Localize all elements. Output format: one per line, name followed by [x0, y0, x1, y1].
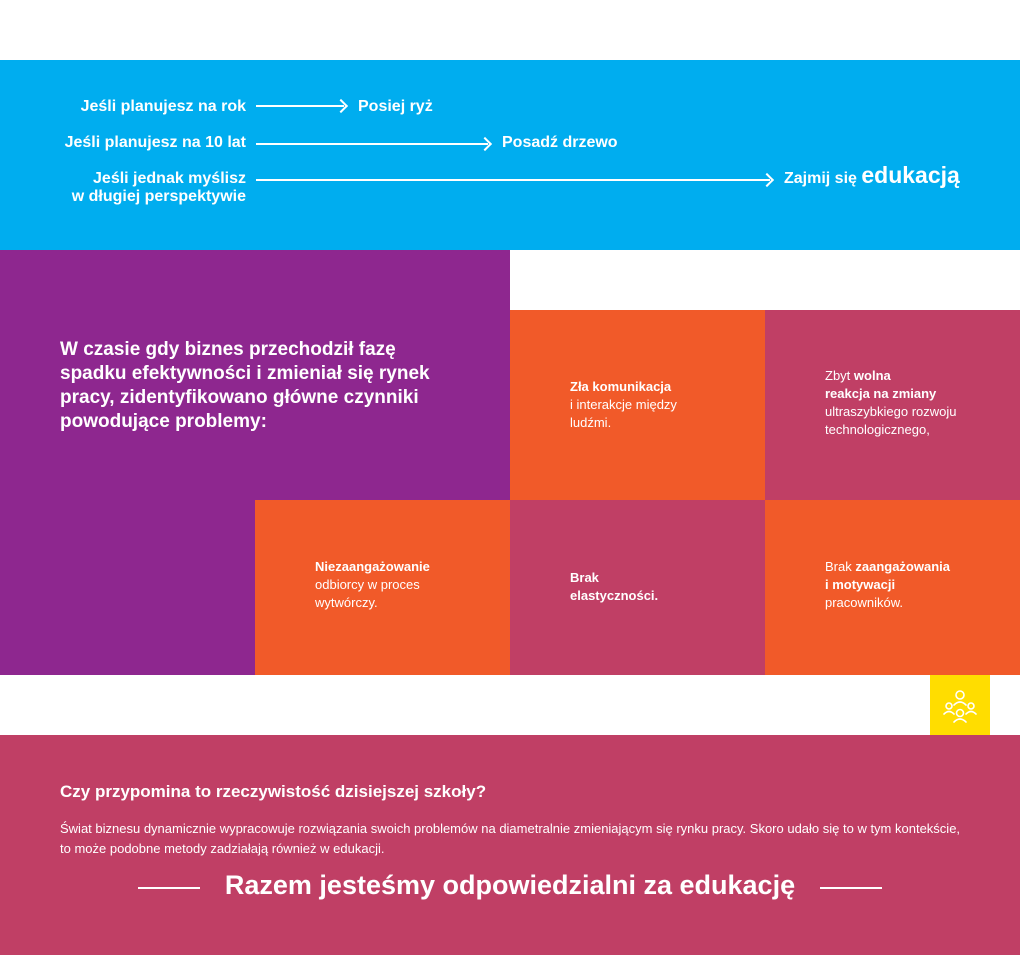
- tile-line: wytwórczy.: [315, 595, 378, 610]
- problem-tile-slow-reaction: [765, 310, 1020, 500]
- tile-line: Niezaangażowanie: [315, 559, 430, 574]
- problem-tile-communication: [510, 310, 765, 500]
- plan-row-3-label: [72, 170, 246, 206]
- plan-row-1-label: Jeśli planujesz na rok: [80, 98, 246, 115]
- tile-word-bold: zaangażowania: [855, 559, 950, 574]
- tile-line: odbiorcy w proces: [315, 577, 420, 592]
- tile-line: [825, 558, 1020, 576]
- problem-tile-disengagement: [255, 500, 510, 675]
- summary-paragraph: Świat biznesu dynamicznie wypracowuje rozwiązania swoich problemów na diametralnie zmieniającym się rynku pracy. Skoro udało się to w tym kontekście, to może podobne metody zadziałają również w edukacji.: [60, 821, 961, 856]
- tile-line: ultraszybkiego rozwoju: [825, 404, 957, 419]
- plan-row-2-label: Jeśli planujesz na 10 lat: [64, 134, 246, 151]
- tile-word: Brak: [825, 559, 852, 574]
- tile-line: Zła komunikacja: [570, 379, 672, 394]
- plan-row-3-label-line2: w długiej perspektywie: [71, 188, 246, 205]
- intro-panel-extension: [0, 500, 255, 675]
- tile-line: pracowników.: [825, 595, 904, 610]
- intro-text: W czasie gdy biznes przechodził fazę spadku efektywności i zmieniał się rynek pracy, zidentyfikowano główne czynniki powodujące problemy:: [60, 339, 430, 432]
- problem-tile-flexibility: [510, 500, 765, 675]
- plan-row-3-arrow-line: [256, 179, 770, 181]
- plan-row-3-result-word: edukacją: [861, 162, 960, 188]
- people-group-icon: [930, 675, 990, 735]
- plan-row-1-arrow-line: [256, 105, 344, 107]
- plan-row-2-arrow-line: [256, 143, 488, 145]
- slogan: Razem jesteśmy odpowiedzialni za edukację: [224, 870, 796, 900]
- tile-word-bold: wolna: [853, 368, 891, 383]
- tile-line: [825, 367, 1020, 385]
- tile-line: i interakcje między: [570, 397, 677, 412]
- plan-row-3-result: [784, 162, 960, 188]
- icon-tile: [930, 675, 990, 735]
- plan-row-2-result: Posadź drzewo: [502, 134, 618, 151]
- summary-question: Czy przypomina to rzeczywistość dzisiejszej szkoły?: [60, 782, 487, 801]
- planning-banner: [0, 60, 1020, 250]
- tile-line: reakcja na zmiany: [825, 386, 937, 401]
- tile-line: technologicznego,: [825, 422, 930, 437]
- plan-row-3-label-line1: Jeśli jednak myślisz: [93, 170, 246, 187]
- tile-line: ludźmi.: [570, 415, 612, 430]
- tile-line: i motywacji: [825, 577, 896, 592]
- plan-row-1-result: Posiej ryż: [358, 98, 433, 115]
- tile-line: Brak: [570, 570, 599, 585]
- slogan-right-line: [820, 887, 882, 889]
- plan-row-3-result-prefix: Zajmij się: [784, 170, 857, 187]
- tile-line: elastyczności.: [570, 588, 659, 603]
- problem-tile-motivation: [765, 500, 1020, 675]
- tile-word: Zbyt: [825, 368, 851, 383]
